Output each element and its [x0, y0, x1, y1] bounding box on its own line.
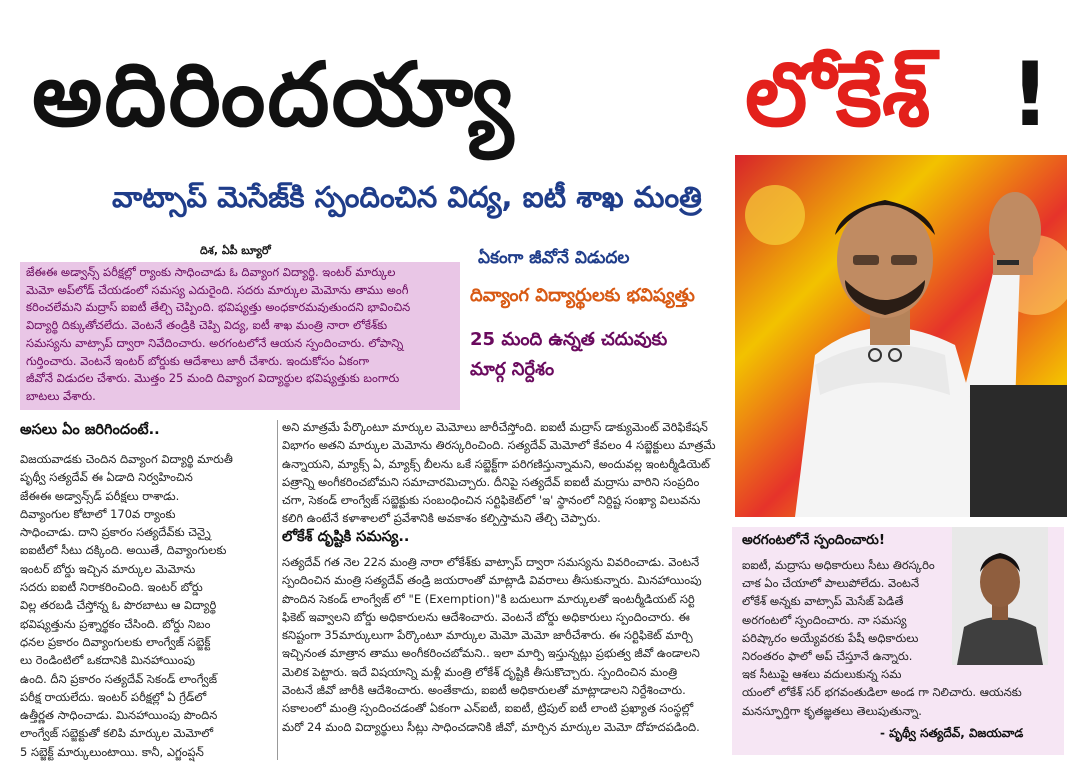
student-photo	[952, 527, 1048, 665]
column-line: ఫికెట్ ఇవ్వాలని బోర్డు అధికారులను ఆదేశించారు. వెంటనే బోర్డు అధికారులు స్పందించారు. ఈ	[282, 609, 690, 624]
column-line: దివ్యాంగుల కోటాలో 170వ ర్యాంకు	[20, 506, 176, 521]
sidebar-line: ఇక సీటుపై ఆశలు వదులుకున్న సమ	[742, 667, 902, 682]
column-line: వెంటనే జీవో జారీకి ఆదేశించారు. అంతేకాదు, ఐఐటీ అధికారులతో మాట్లాడాలని నిర్దేశించారు.	[282, 683, 686, 698]
lead-line: గుర్తించారు. వెంటనే ఇంటర్ బోర్డుకు ఆదేశాలు జారీ చేశారు. ఇందుకోసం ఏకంగా	[26, 353, 370, 368]
column-line: కనిష్టంగా 35మార్కులుగా పేర్కొంటూ మార్కుల మెమో మెమో జారీచేశారు. ఈ సర్టిఫికెట్ మార్చి	[282, 628, 693, 643]
column-line: పత్రాన్ని అంగీకరించబోమని సమాచారమిచ్చారు. దీనిపై సత్యదేవ్ ఐఐటీ మద్రాసు వారిని సంప్రదిం	[282, 474, 700, 489]
column-line: చగా, సెకండ్ లాంగ్వేజ్ సబ్జెక్టుకు సంబంధించిన సర్టిఫికెట్‌లో 'ఇ' స్థానంలో నిర్దిష్ట సంఖ్యా విలువను	[282, 493, 701, 508]
highlight-line: మార్గ నిర్దేశం	[470, 359, 555, 380]
column-line: స్పందించిన మంత్రి సత్యదేవ్ తండ్రి జయరాంతో మాట్లాడి వివరాలు తీసుకున్నారు. మినహాయింపు	[282, 573, 702, 588]
column-line: లాంగ్వేజ్ సబ్జెక్టుతో కలిపి మార్కుల మెమోలో	[20, 726, 214, 741]
column-line: మెలిక పెట్టారు. ఇదే విషయాన్ని మళ్లీ మంత్రి లోకేశ్ దృష్టికి తీసుకొచ్చారు. స్పందించిన మంత్రి	[282, 664, 678, 679]
column-line: ఉత్తీర్ణత సాధించాడు. మినహాయింపు పొందిన	[20, 708, 218, 723]
highlight-go-released: ఏకంగా జీవోనే విడుదల	[478, 248, 630, 268]
column-line: సకాలంలో మంత్రి స్పందించడంతో ఏకంగా ఎన్ఐటీ, ఐఐటీ, ట్రిపుల్ ఐటీ లాంటి ప్రఖ్యాత సంస్థల్లో	[282, 701, 694, 716]
sidebar-line: లోకేశ్ అన్నకు వాట్సాప్ మెసేజ్ పెడితే	[742, 594, 904, 609]
headline-name: లోకేశ్	[745, 43, 931, 146]
column-line: కలిగి ఉంటేనే కళాశాలలో ప్రవేశానికి అవకాశం కల్పిస్తామని తేల్చి చెప్పారు.	[282, 511, 601, 526]
headline-main: అదిరిందయ్యా	[32, 43, 516, 146]
subheadline: వాట్సాప్ మెసేజ్‌కి స్పందించిన విద్య, ఐటీ శాఖ మంత్రి	[112, 180, 702, 214]
column-line: పృథ్వీ సత్యదేవ్ ఈ ఏడాది నిర్వహించిన	[20, 470, 193, 485]
sidebar-credit: - పృథ్వీ సత్యదేవ్, విజయవాడ	[880, 726, 1024, 740]
lead-line: బాటలు వేశారు.	[26, 388, 96, 403]
column-line: 5 సబ్జెక్ట్ మార్కులుంటాయి. కానీ, ఎగ్జంప్షన్	[20, 744, 204, 759]
lead-line: జేఈఈ అడ్వాన్స్ పరీక్షల్లో ర్యాంకు సాధించాడు ఓ దివ్యాంగ విద్యార్థి. ఇంటర్ మార్కుల	[26, 265, 396, 279]
column-line: విజయవాడకు చెందిన దివ్యాంగ విద్యార్థి మారుతీ	[20, 452, 233, 466]
sidebar-line: ఐఐటీ, మద్రాసు అధికారులు సీటు తిరస్కరిం	[742, 558, 935, 572]
column-line: ఉంది. దీని ప్రకారం సత్యదేవ్ సెకండ్ లాంగ్వేజ్	[20, 671, 218, 686]
column-line: సత్యదేవ్ గత నెల 22న మంత్రి నారా లోకేశ్‌కు వాట్సాప్ ద్వారా సమస్యను వివరించాడు. వెంటనే	[282, 555, 700, 569]
sidebar-line: పరిష్కారం అయ్యేవరకు పేషీ అధికారులు	[742, 630, 919, 645]
section-title-lokesh-attention: లోకేశ్ దృష్టికి సమస్య..	[282, 529, 410, 545]
column-line: ఇచ్చినంత మాత్రాన తాము అంగీకరించబోమని.. ఇలా మార్పి ఇస్తున్నట్లు ప్రభుత్వ జీవో ఉండాలని	[282, 646, 700, 661]
sidebar-text	[742, 556, 1022, 720]
column-line: లు రెండింటిలో ఒకదానికి మినహాయింపు	[20, 653, 195, 668]
column-line: విభాగం అతని మార్కుల మెమోను తిరస్కరించింది. సత్యదేవ్ మెమోలో కేవలం 4 సబ్జెక్టులు మాత్రమే	[282, 438, 716, 453]
column-line: సాధించాడు. దాని ప్రకారం సత్యదేవ్‌కు చెన్నై	[20, 525, 211, 540]
highlight-future: దివ్యాంగ విద్యార్థులకు భవిష్యత్తు	[470, 285, 695, 306]
column-line: జేఈఈ అడ్వాన్స్‌డ్ పరీక్షలు రాశాడు.	[20, 488, 180, 503]
column-line: మరో 24 మంది విద్యార్థులు సీట్లు సాధించడానికి జీవో, మార్చిన మార్కుల మెమో దోహదపడింది.	[282, 719, 700, 734]
lead-line: కరించలేమని మద్రాస్ ఐఐటీ తేల్చి చెప్పింది. భవిష్యత్తు అంధకారమవుతుందని భావించిన	[26, 300, 411, 315]
lead-line: సమస్యను వాట్సాప్ ద్వారా నివేదించారు. అరగంటలోనే ఆయన స్పందించారు. లోపాన్ని	[26, 335, 404, 350]
column-line: భవిష్యత్తును ప్రశ్నార్థకం చేసింది. బోర్డు నిబం	[20, 616, 211, 631]
section-title-what-happened: అసలు ఏం జరిగిందంటే..	[20, 422, 160, 438]
person-waving-illustration	[735, 155, 1067, 517]
highlight-line: 25 మంది ఉన్నత చదువుకు	[470, 329, 668, 350]
column-line: సదరు ఐఐటీ నిరాకరించింది. ఇంటర్ బోర్డు	[20, 580, 203, 595]
sidebar-line: చాక ఏం చేయాలో పాలుపోలేదు. వెంటనే	[742, 576, 920, 591]
column-line: పొందిన సెకండ్ లాంగ్వేజ్ లో "E (Exemption)"కి బదులుగా మార్కులతో ఇంటర్మీడియట్ సర్టి	[282, 591, 695, 606]
column-line: ధనల ప్రకారం దివ్యాంగులకు లాంగ్వేజ్ సబ్జెక్ట్	[20, 634, 211, 649]
column-divider	[277, 420, 278, 760]
lead-line: జీవోనే విడుదల చేశారు. మొత్తం 25 మంది దివ్యాంగ విద్యార్థుల భవిష్యత్తుకు బంగారు	[26, 371, 400, 386]
column-line: విల్ల తరబడి చేస్తోన్న ఓ పొరబాటు ఆ విద్యార్థి	[20, 598, 217, 613]
sidebar-title: అరగంటలోనే స్పందించారు!	[742, 532, 885, 548]
column-continued	[282, 418, 724, 528]
main-photo	[735, 155, 1067, 517]
byline: దిశ, ఏపీ బ్యూరో	[200, 244, 271, 257]
sidebar-line: యంలో లోకేశ్ సర్ భగవంతుడిలా అండ గా నిలిచారు. ఆయనకు	[742, 685, 1022, 700]
column-lokesh-attention	[282, 529, 724, 736]
student-portrait-illustration	[952, 527, 1048, 665]
lead-paragraph	[20, 262, 460, 410]
lead-line: విద్యార్థి దిక్కుతోచలేదు. వెంటనే తండ్రికి చెప్పి విద్య, ఐటీ శాఖ మంత్రి నారా లోకేశ్‌కు	[26, 318, 388, 333]
sidebar-line: మనస్ఫూర్తిగా కృతజ్ఞతలు తెలుపుతున్నా.	[742, 703, 922, 718]
lead-line: మెమో అప్‌లోడ్ చేయడంలో సమస్య ఎదురైంది. సదరు మార్కుల మెమోను తాము అంగీ	[26, 282, 409, 297]
highlight-higher-education	[470, 325, 667, 385]
headline-exclamation: !	[1010, 43, 1051, 146]
column-line: అని మాత్రమే పేర్కొంటూ మార్కుల మెమోలు జారీచేస్తోంది. ఐఐటీ మద్రాస్ డాక్యుమెంట్ వెరిఫికేషన్	[282, 420, 708, 434]
column-line: ఐఐటీలో సీటు దక్కింది. అయితే, దివ్యాంగులకు	[20, 543, 227, 558]
sidebar-line: అరగంటలో స్పందించారు. నా సమస్య	[742, 612, 907, 627]
column-line: ఇంటర్ బోర్డు ఇచ్చిన మార్కుల మెమోను	[20, 561, 196, 576]
column-line: పరీక్ష రాయలేదు. ఇంటర్ పరీక్షల్లో ఏ గ్రేడ్‌లో	[20, 689, 207, 704]
column-what-happened	[20, 422, 272, 761]
sidebar-line: నిరంతరం ఫాలో అప్ చేస్తూనే ఉన్నారు.	[742, 649, 913, 664]
column-line: ఉన్నాయని, మ్యాక్స్ ఏ, మ్యాక్స్ బీలను ఒకే సబ్జెక్ట్‌గా పరిగణిస్తున్నామని, అందువల్ల ఇంటర్మీడియెట్	[282, 456, 710, 471]
